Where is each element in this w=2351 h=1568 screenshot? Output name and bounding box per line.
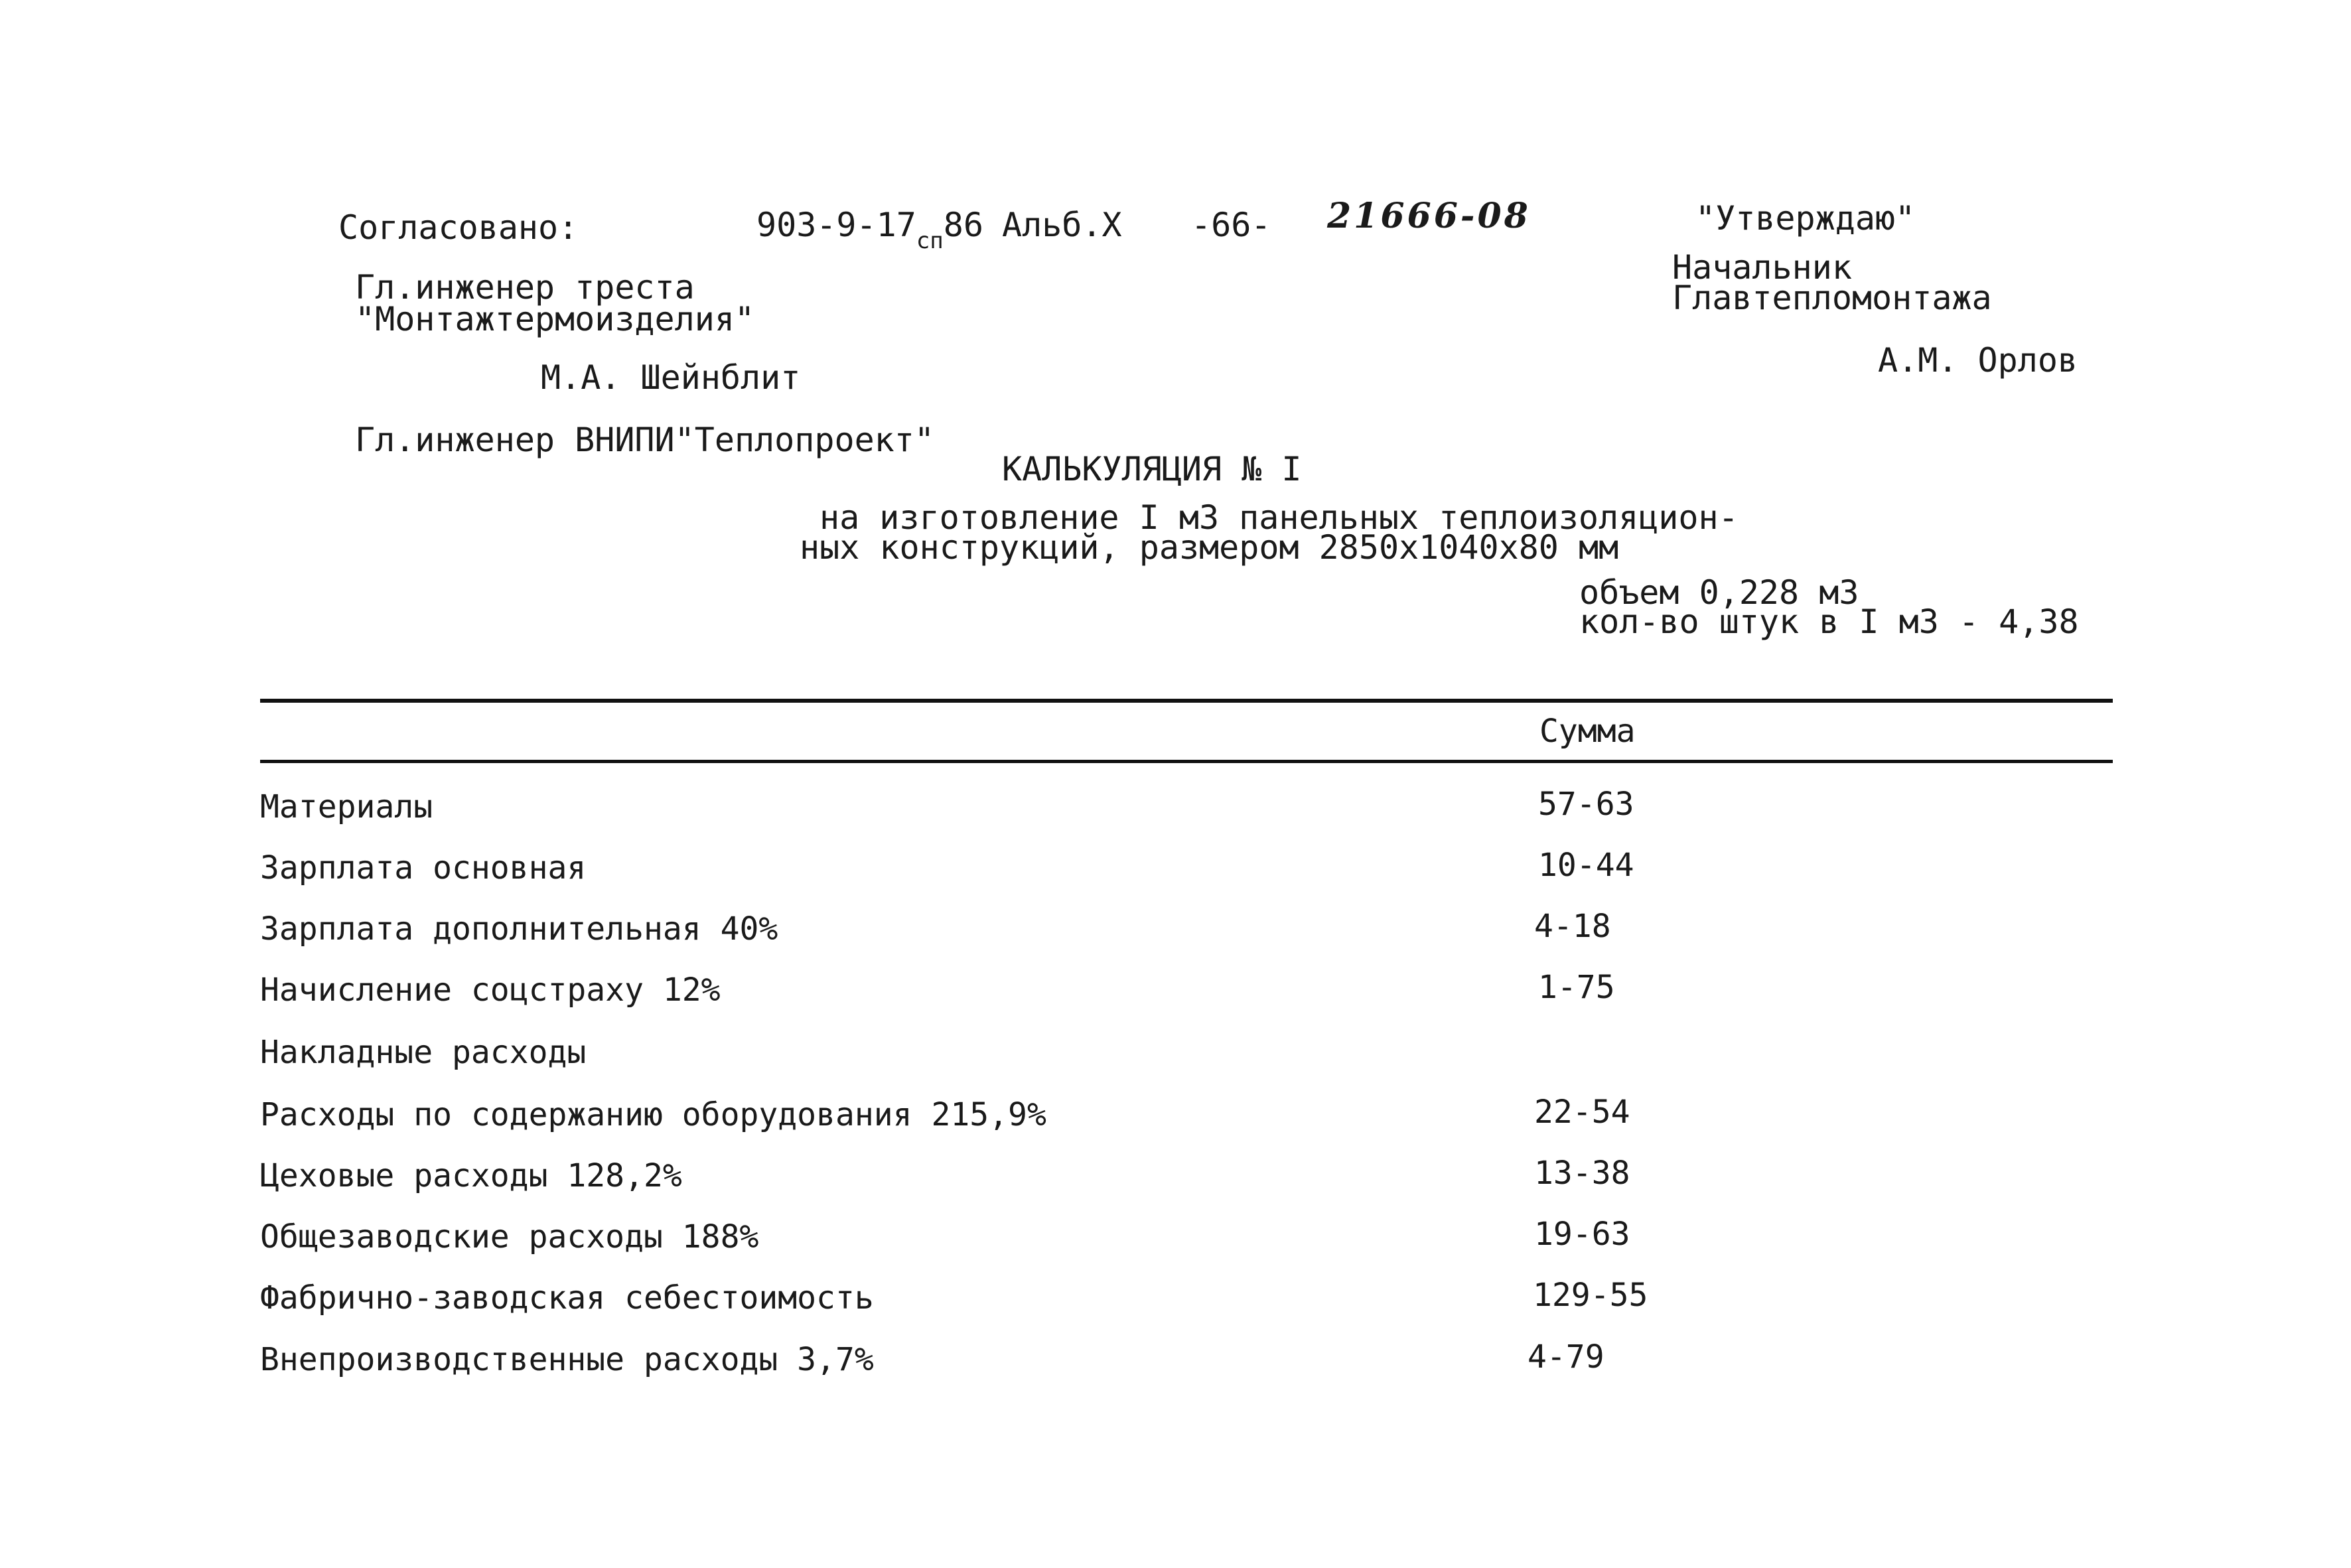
table-row-value: 10-44 [1538, 847, 1634, 884]
calculation-description-line2: ных конструкций, размером 2850х1040х80 мм [800, 528, 1619, 567]
table-row-value: 13-38 [1534, 1155, 1630, 1192]
handwritten-number: 21666-08 [1327, 196, 1531, 236]
table-row-value: 1-75 [1538, 969, 1615, 1006]
table-row-label: Материалы [260, 788, 433, 825]
right-signatory-name: А.М. Орлов [1878, 341, 2078, 380]
table-row-value: 4-79 [1528, 1338, 1604, 1376]
table-row-label: Накладные расходы [260, 1034, 587, 1071]
page-number: -66- [1191, 206, 1271, 244]
table-row-label: Внепроизводственные расходы 3,7% [260, 1341, 874, 1378]
sum-column-header: Сумма [1539, 713, 1636, 750]
table-row-label: Зарплата дополнительная 40% [260, 910, 778, 948]
table-row-label: Расходы по содержанию оборудования 215,9% [260, 1096, 1046, 1133]
table-row-label: Цеховые расходы 128,2% [260, 1157, 682, 1194]
calculation-description-line1: на изготовление I м3 панельных теплоизоляцион- [819, 498, 1739, 537]
table-row-label: Фабрично-заводская себестоимость [260, 1279, 874, 1317]
volume-text: объем 0,228 м3 [1579, 573, 1859, 612]
table-row-label: Общезаводские расходы 188% [260, 1218, 759, 1255]
doc-code-sub: сп [916, 228, 944, 254]
right-signatory-line2: Главтепломонтажа [1672, 279, 1992, 317]
right-signatory-line1: Начальник [1672, 248, 1852, 287]
left-signatory-name1: М.А. Шейнблит [541, 358, 801, 397]
table-row-value: 19-63 [1534, 1216, 1630, 1253]
table-row-value: 57-63 [1538, 786, 1634, 823]
calculation-heading: КАЛЬКУЛЯЦИЯ № I [1002, 450, 1302, 488]
table-top-rule [260, 699, 2113, 703]
left-signatory-line1: Гл.инженер треста [355, 268, 695, 307]
table-row-value: 22-54 [1534, 1094, 1630, 1131]
table-row-value: 129-55 [1533, 1277, 1648, 1314]
doc-code-main: 903-9-17 [756, 206, 916, 244]
agreed-label: Согласовано: [338, 208, 579, 247]
table-row-value: 4-18 [1534, 908, 1611, 945]
quantity-text: кол-во штук в I м3 - 4,38 [1579, 603, 2079, 641]
left-signatory-line2: "Монтажтермоизделия" [355, 300, 755, 338]
album-label: Альб.X [1002, 206, 1122, 244]
table-row-label: Зарплата основная [260, 849, 587, 887]
table-header-rule [260, 760, 2113, 763]
document-code [756, 206, 983, 254]
doc-code-year: 86 [943, 206, 983, 244]
approve-label: "Утверждаю" [1695, 199, 1916, 238]
table-row-label: Начисление соцстраху 12% [260, 971, 721, 1009]
left-signatory-line3: Гл.инженер ВНИПИ"Теплопроект" [355, 421, 934, 459]
